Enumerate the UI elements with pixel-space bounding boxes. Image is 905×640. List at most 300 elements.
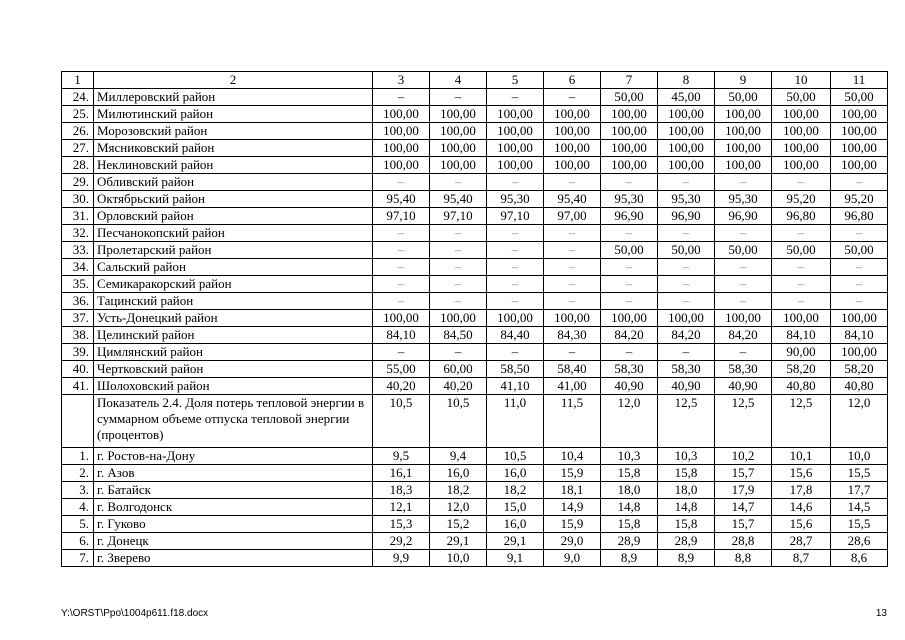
value-cell: – <box>373 89 430 106</box>
value-cell: 14,5 <box>831 499 888 516</box>
value-cell: 50,00 <box>772 242 831 259</box>
value-cell: 12,5 <box>715 395 772 448</box>
value-cell: – <box>487 293 544 310</box>
value-cell: 14,8 <box>601 499 658 516</box>
district-name: Шолоховский район <box>94 378 373 395</box>
value-cell: – <box>831 259 888 276</box>
value-cell: 58,30 <box>715 361 772 378</box>
value-cell: 15,7 <box>715 516 772 533</box>
district-name: Пролетарский район <box>94 242 373 259</box>
value-cell: – <box>715 225 772 242</box>
table-row <box>62 259 888 276</box>
row-number: 35. <box>62 276 94 293</box>
district-name: Октябрьский район <box>94 191 373 208</box>
value-cell: 9,1 <box>487 550 544 567</box>
table-row <box>62 293 888 310</box>
value-cell: 95,30 <box>658 191 715 208</box>
value-cell: – <box>430 293 487 310</box>
value-cell: 8,8 <box>715 550 772 567</box>
value-cell: – <box>772 174 831 191</box>
row-number: 7. <box>62 550 94 567</box>
value-cell: – <box>658 259 715 276</box>
value-cell: 100,00 <box>430 310 487 327</box>
value-cell: – <box>373 344 430 361</box>
value-cell: 100,00 <box>831 344 888 361</box>
value-cell: 16,1 <box>373 465 430 482</box>
value-cell: 40,20 <box>430 378 487 395</box>
value-cell: 14,7 <box>715 499 772 516</box>
district-name: г. Волгодонск <box>94 499 373 516</box>
value-cell: 100,00 <box>487 310 544 327</box>
value-cell: 10,2 <box>715 448 772 465</box>
table-row <box>62 89 888 106</box>
value-cell: – <box>601 344 658 361</box>
table-row <box>62 208 888 225</box>
value-cell: 95,20 <box>831 191 888 208</box>
value-cell: 15,5 <box>831 516 888 533</box>
row-number: 36. <box>62 293 94 310</box>
value-cell: 15,9 <box>544 516 601 533</box>
value-cell: – <box>487 225 544 242</box>
value-cell: 40,20 <box>373 378 430 395</box>
value-cell: 100,00 <box>601 106 658 123</box>
value-cell: 10,5 <box>487 448 544 465</box>
table-row <box>62 157 888 174</box>
value-cell: 18,2 <box>487 482 544 499</box>
value-cell: – <box>430 276 487 293</box>
value-cell: – <box>601 276 658 293</box>
table-row <box>62 106 888 123</box>
row-number: 39. <box>62 344 94 361</box>
value-cell: 100,00 <box>373 123 430 140</box>
value-cell: – <box>772 293 831 310</box>
table-row <box>62 361 888 378</box>
value-cell: – <box>772 225 831 242</box>
value-cell: 15,6 <box>772 516 831 533</box>
value-cell: 58,20 <box>831 361 888 378</box>
column-number-header: 7 <box>601 72 658 89</box>
row-number: 31. <box>62 208 94 225</box>
district-name: Усть-Донецкий район <box>94 310 373 327</box>
value-cell: 12,0 <box>601 395 658 448</box>
value-cell: 29,1 <box>487 533 544 550</box>
value-cell: – <box>658 225 715 242</box>
value-cell: 100,00 <box>831 140 888 157</box>
value-cell: 28,6 <box>831 533 888 550</box>
row-number: 27. <box>62 140 94 157</box>
indicator-heading-row <box>62 395 888 448</box>
row-number: 26. <box>62 123 94 140</box>
value-cell: 100,00 <box>715 310 772 327</box>
value-cell: 9,5 <box>373 448 430 465</box>
table-row <box>62 276 888 293</box>
column-number-header: 11 <box>831 72 888 89</box>
value-cell: 100,00 <box>544 157 601 174</box>
value-cell: 100,00 <box>373 106 430 123</box>
value-cell: – <box>772 259 831 276</box>
column-number-header: 8 <box>658 72 715 89</box>
value-cell: 100,00 <box>487 123 544 140</box>
value-cell: 95,20 <box>772 191 831 208</box>
value-cell: 96,80 <box>831 208 888 225</box>
value-cell: – <box>715 174 772 191</box>
value-cell: – <box>715 276 772 293</box>
value-cell: 9,0 <box>544 550 601 567</box>
value-cell: – <box>430 242 487 259</box>
value-cell: 100,00 <box>772 157 831 174</box>
value-cell: – <box>544 259 601 276</box>
value-cell: 10,0 <box>430 550 487 567</box>
value-cell: 8,7 <box>772 550 831 567</box>
district-name: г. Батайск <box>94 482 373 499</box>
value-cell: 90,00 <box>772 344 831 361</box>
district-name: г. Гуково <box>94 516 373 533</box>
value-cell: 12,0 <box>831 395 888 448</box>
row-number: 1. <box>62 448 94 465</box>
table-row <box>62 448 888 465</box>
column-number-header: 1 <box>62 72 94 89</box>
row-number: 32. <box>62 225 94 242</box>
value-cell: 95,30 <box>715 191 772 208</box>
value-cell: 10,0 <box>831 448 888 465</box>
value-cell: – <box>601 293 658 310</box>
value-cell: 95,40 <box>544 191 601 208</box>
value-cell: 18,0 <box>601 482 658 499</box>
value-cell: 84,10 <box>373 327 430 344</box>
value-cell: – <box>373 174 430 191</box>
district-name: Милютинский район <box>94 106 373 123</box>
value-cell: 100,00 <box>715 140 772 157</box>
district-name: г. Донецк <box>94 533 373 550</box>
document-table-container <box>61 71 887 567</box>
district-name: Орловский район <box>94 208 373 225</box>
table-row <box>62 344 888 361</box>
value-cell: 29,2 <box>373 533 430 550</box>
value-cell: – <box>715 293 772 310</box>
district-name: Миллеровский район <box>94 89 373 106</box>
district-name: Семикаракорский район <box>94 276 373 293</box>
value-cell: – <box>487 174 544 191</box>
value-cell: 100,00 <box>831 123 888 140</box>
value-cell: 96,90 <box>715 208 772 225</box>
value-cell: – <box>373 276 430 293</box>
value-cell: 15,8 <box>601 516 658 533</box>
value-cell: – <box>487 242 544 259</box>
value-cell: 17,7 <box>831 482 888 499</box>
row-number: 40. <box>62 361 94 378</box>
value-cell: 97,10 <box>430 208 487 225</box>
value-cell: – <box>430 89 487 106</box>
value-cell: 50,00 <box>772 89 831 106</box>
value-cell: 14,6 <box>772 499 831 516</box>
value-cell: 17,9 <box>715 482 772 499</box>
value-cell: 17,8 <box>772 482 831 499</box>
value-cell: 100,00 <box>487 140 544 157</box>
value-cell: 8,6 <box>831 550 888 567</box>
row-number: 38. <box>62 327 94 344</box>
value-cell: 10,5 <box>373 395 430 448</box>
value-cell: 15,3 <box>373 516 430 533</box>
value-cell: 84,10 <box>831 327 888 344</box>
value-cell: 40,90 <box>658 378 715 395</box>
value-cell: – <box>658 276 715 293</box>
value-cell: 29,0 <box>544 533 601 550</box>
value-cell: 12,0 <box>430 499 487 516</box>
value-cell: 100,00 <box>658 123 715 140</box>
value-cell: 96,80 <box>772 208 831 225</box>
district-name: Цимлянский район <box>94 344 373 361</box>
value-cell: 100,00 <box>772 123 831 140</box>
value-cell: 15,8 <box>601 465 658 482</box>
value-cell: 95,30 <box>487 191 544 208</box>
value-cell: – <box>831 293 888 310</box>
value-cell: 15,5 <box>831 465 888 482</box>
value-cell: 15,7 <box>715 465 772 482</box>
value-cell: 100,00 <box>658 106 715 123</box>
table-row <box>62 123 888 140</box>
value-cell: 100,00 <box>430 157 487 174</box>
value-cell: 10,4 <box>544 448 601 465</box>
value-cell: 84,20 <box>658 327 715 344</box>
row-number: 30. <box>62 191 94 208</box>
value-cell: 58,50 <box>487 361 544 378</box>
value-cell: – <box>487 344 544 361</box>
column-number-header: 2 <box>94 72 373 89</box>
value-cell: 50,00 <box>831 242 888 259</box>
value-cell: – <box>544 174 601 191</box>
column-number-header: 9 <box>715 72 772 89</box>
table-row <box>62 499 888 516</box>
value-cell: 84,50 <box>430 327 487 344</box>
value-cell: – <box>715 259 772 276</box>
value-cell: 100,00 <box>601 157 658 174</box>
value-cell: 18,2 <box>430 482 487 499</box>
value-cell: – <box>544 89 601 106</box>
value-cell: 100,00 <box>658 310 715 327</box>
value-cell: 100,00 <box>430 140 487 157</box>
value-cell: – <box>601 174 658 191</box>
value-cell: 8,9 <box>658 550 715 567</box>
row-number: 5. <box>62 516 94 533</box>
value-cell: 15,8 <box>658 516 715 533</box>
value-cell: 50,00 <box>601 89 658 106</box>
value-cell: 45,00 <box>658 89 715 106</box>
value-cell: 50,00 <box>715 242 772 259</box>
value-cell: 10,3 <box>601 448 658 465</box>
value-cell: 28,9 <box>601 533 658 550</box>
value-cell: 95,40 <box>430 191 487 208</box>
district-name: Мясниковский район <box>94 140 373 157</box>
value-cell: – <box>430 344 487 361</box>
value-cell: 10,3 <box>658 448 715 465</box>
value-cell: 84,10 <box>772 327 831 344</box>
value-cell: 100,00 <box>715 157 772 174</box>
value-cell: 58,30 <box>601 361 658 378</box>
value-cell: 100,00 <box>373 157 430 174</box>
value-cell: 11,0 <box>487 395 544 448</box>
row-number: 2. <box>62 465 94 482</box>
table-row <box>62 191 888 208</box>
district-name: Целинский район <box>94 327 373 344</box>
value-cell: 50,00 <box>601 242 658 259</box>
table-row <box>62 310 888 327</box>
value-cell: 28,8 <box>715 533 772 550</box>
value-cell: 41,00 <box>544 378 601 395</box>
value-cell: 95,30 <box>601 191 658 208</box>
value-cell: 9,4 <box>430 448 487 465</box>
value-cell: – <box>772 276 831 293</box>
value-cell: 100,00 <box>430 123 487 140</box>
column-number-header: 10 <box>772 72 831 89</box>
value-cell: – <box>373 242 430 259</box>
value-cell: 50,00 <box>715 89 772 106</box>
district-name: г. Азов <box>94 465 373 482</box>
value-cell: 84,40 <box>487 327 544 344</box>
value-cell: 18,0 <box>658 482 715 499</box>
value-cell: 12,5 <box>658 395 715 448</box>
district-name: г. Зверево <box>94 550 373 567</box>
value-cell: – <box>831 276 888 293</box>
table-row <box>62 140 888 157</box>
value-cell: 10,5 <box>430 395 487 448</box>
value-cell: 40,90 <box>715 378 772 395</box>
row-number: 41. <box>62 378 94 395</box>
value-cell: 14,8 <box>658 499 715 516</box>
value-cell: 100,00 <box>772 310 831 327</box>
column-number-header: 3 <box>373 72 430 89</box>
district-name: Тацинский район <box>94 293 373 310</box>
value-cell: 84,30 <box>544 327 601 344</box>
row-number: 33. <box>62 242 94 259</box>
value-cell: – <box>601 225 658 242</box>
value-cell: 100,00 <box>373 310 430 327</box>
value-cell: 18,1 <box>544 482 601 499</box>
value-cell: 55,00 <box>373 361 430 378</box>
value-cell: – <box>373 293 430 310</box>
indicator-title: Показатель 2.4. Доля потерь тепловой энергии в суммарном объеме отпуска тепловой энергии (процентов) <box>94 395 373 448</box>
value-cell: 100,00 <box>831 157 888 174</box>
indicator-table <box>61 71 888 567</box>
value-cell: 60,00 <box>430 361 487 378</box>
district-name: Неклиновский район <box>94 157 373 174</box>
value-cell: 100,00 <box>601 310 658 327</box>
value-cell: 100,00 <box>658 157 715 174</box>
value-cell: 100,00 <box>601 140 658 157</box>
table-row <box>62 550 888 567</box>
value-cell: 15,2 <box>430 516 487 533</box>
value-cell: 96,90 <box>601 208 658 225</box>
row-number <box>62 395 94 448</box>
row-number: 34. <box>62 259 94 276</box>
value-cell: – <box>373 259 430 276</box>
value-cell: 100,00 <box>544 106 601 123</box>
value-cell: – <box>487 89 544 106</box>
value-cell: 50,00 <box>831 89 888 106</box>
value-cell: 58,40 <box>544 361 601 378</box>
value-cell: 29,1 <box>430 533 487 550</box>
value-cell: 100,00 <box>831 310 888 327</box>
value-cell: – <box>831 225 888 242</box>
district-name: г. Ростов-на-Дону <box>94 448 373 465</box>
value-cell: 100,00 <box>544 310 601 327</box>
value-cell: – <box>658 174 715 191</box>
table-row <box>62 242 888 259</box>
value-cell: 97,00 <box>544 208 601 225</box>
value-cell: – <box>544 242 601 259</box>
value-cell: 100,00 <box>487 106 544 123</box>
value-cell: – <box>544 344 601 361</box>
value-cell: 84,20 <box>601 327 658 344</box>
value-cell: 40,80 <box>831 378 888 395</box>
row-number: 3. <box>62 482 94 499</box>
value-cell: 97,10 <box>373 208 430 225</box>
value-cell: 100,00 <box>831 106 888 123</box>
row-number: 6. <box>62 533 94 550</box>
value-cell: 14,9 <box>544 499 601 516</box>
value-cell: 100,00 <box>715 106 772 123</box>
row-number: 28. <box>62 157 94 174</box>
value-cell: 41,10 <box>487 378 544 395</box>
district-name: Обливский район <box>94 174 373 191</box>
value-cell: – <box>658 293 715 310</box>
value-cell: 100,00 <box>601 123 658 140</box>
table-row <box>62 465 888 482</box>
value-cell: 100,00 <box>487 157 544 174</box>
value-cell: 15,0 <box>487 499 544 516</box>
footer-file-path: Y:\ORST\Ppo\1004p611.f18.docx <box>61 608 209 619</box>
value-cell: – <box>544 293 601 310</box>
value-cell: – <box>430 259 487 276</box>
table-row <box>62 516 888 533</box>
value-cell: 100,00 <box>430 106 487 123</box>
table-row <box>62 533 888 550</box>
table-row <box>62 378 888 395</box>
value-cell: 40,80 <box>772 378 831 395</box>
value-cell: 100,00 <box>544 123 601 140</box>
column-number-header: 6 <box>544 72 601 89</box>
row-number: 29. <box>62 174 94 191</box>
value-cell: 28,7 <box>772 533 831 550</box>
value-cell: 100,00 <box>772 106 831 123</box>
table-row <box>62 327 888 344</box>
row-number: 37. <box>62 310 94 327</box>
value-cell: 15,8 <box>658 465 715 482</box>
page-number: 13 <box>875 608 887 619</box>
value-cell: 100,00 <box>658 140 715 157</box>
value-cell: 100,00 <box>715 123 772 140</box>
value-cell: – <box>487 276 544 293</box>
value-cell: 100,00 <box>373 140 430 157</box>
value-cell: – <box>487 259 544 276</box>
value-cell: 11,5 <box>544 395 601 448</box>
value-cell: – <box>544 276 601 293</box>
value-cell: 15,6 <box>772 465 831 482</box>
column-number-header: 4 <box>430 72 487 89</box>
table-row <box>62 174 888 191</box>
value-cell: 58,20 <box>772 361 831 378</box>
value-cell: – <box>831 174 888 191</box>
value-cell: 50,00 <box>658 242 715 259</box>
value-cell: 12,5 <box>772 395 831 448</box>
row-number: 4. <box>62 499 94 516</box>
value-cell: 58,30 <box>658 361 715 378</box>
value-cell: – <box>658 344 715 361</box>
value-cell: 12,1 <box>373 499 430 516</box>
value-cell: – <box>373 225 430 242</box>
column-number-header: 5 <box>487 72 544 89</box>
value-cell: 16,0 <box>487 516 544 533</box>
value-cell: – <box>430 225 487 242</box>
